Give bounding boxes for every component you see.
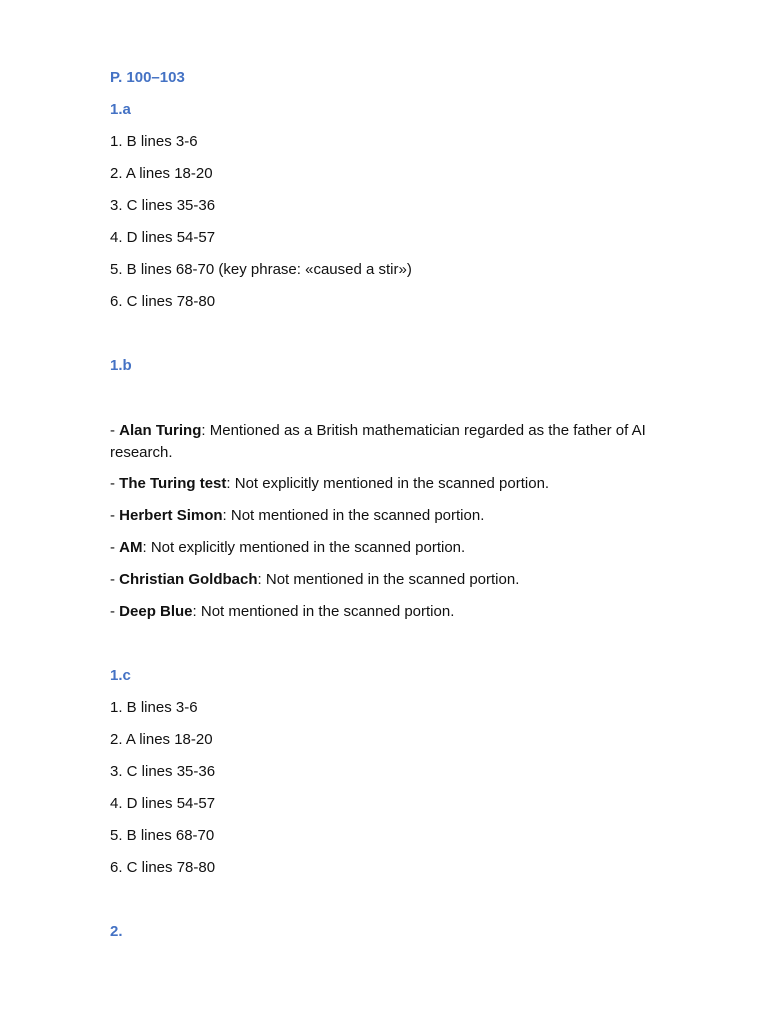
entry-text: : Mentioned as a British mathematician regarded as the father of AI research. xyxy=(110,422,646,461)
answer-line: 1. B lines 3-6 xyxy=(110,133,198,150)
entry-dash: - xyxy=(110,422,120,439)
entry-text: : Not mentioned in the scanned portion. xyxy=(192,603,455,620)
answer-line: 4. D lines 54-57 xyxy=(110,229,216,246)
entry-term: Christian Goldbach xyxy=(119,571,258,588)
entry-dash: - xyxy=(110,475,120,492)
answer-line: 2. A lines 18-20 xyxy=(110,731,213,748)
entry-dash: - xyxy=(110,603,120,620)
entry-dash: - xyxy=(110,571,120,588)
entry-term: Deep Blue xyxy=(119,603,193,620)
answer-line: 3. C lines 35-36 xyxy=(110,763,216,780)
entry-text: : Not explicitly mentioned in the scanned portion. xyxy=(142,539,466,556)
entry-text: : Not mentioned in the scanned portion. xyxy=(222,507,485,524)
answer-line: 5. B lines 68-70 xyxy=(110,827,215,844)
section-1a-heading: 1.a xyxy=(110,101,131,118)
section-1c-heading: 1.c xyxy=(110,667,131,684)
section-1b-heading: 1.b xyxy=(110,357,132,374)
answer-line: 4. D lines 54-57 xyxy=(110,795,216,812)
entry-dash: - xyxy=(110,539,120,556)
page-range-heading: P. 100–103 xyxy=(110,69,185,86)
answer-line: 3. C lines 35-36 xyxy=(110,197,216,214)
answer-line: 5. B lines 68-70 (key phrase: «caused a stir») xyxy=(110,261,412,278)
answer-line: 2. A lines 18-20 xyxy=(110,165,213,182)
term-entry xyxy=(110,420,710,464)
section-2-heading: 2. xyxy=(110,923,123,940)
entry-text: : Not explicitly mentioned in the scanned portion. xyxy=(226,475,550,492)
entry-term: Alan Turing xyxy=(119,422,202,439)
term-entry xyxy=(110,538,710,558)
entry-dash: - xyxy=(110,507,120,524)
entry-term: The Turing test xyxy=(119,475,227,492)
answer-line: 6. C lines 78-80 xyxy=(110,859,216,876)
term-entry xyxy=(110,506,710,526)
term-entry xyxy=(110,474,710,494)
term-entry xyxy=(110,570,710,590)
document-page xyxy=(110,68,710,954)
entry-term: AM xyxy=(119,539,143,556)
answer-line: 1. B lines 3-6 xyxy=(110,699,198,716)
term-entry xyxy=(110,602,710,622)
entry-text: : Not mentioned in the scanned portion. xyxy=(257,571,520,588)
entry-term: Herbert Simon xyxy=(119,507,223,524)
answer-line: 6. C lines 78-80 xyxy=(110,293,216,310)
